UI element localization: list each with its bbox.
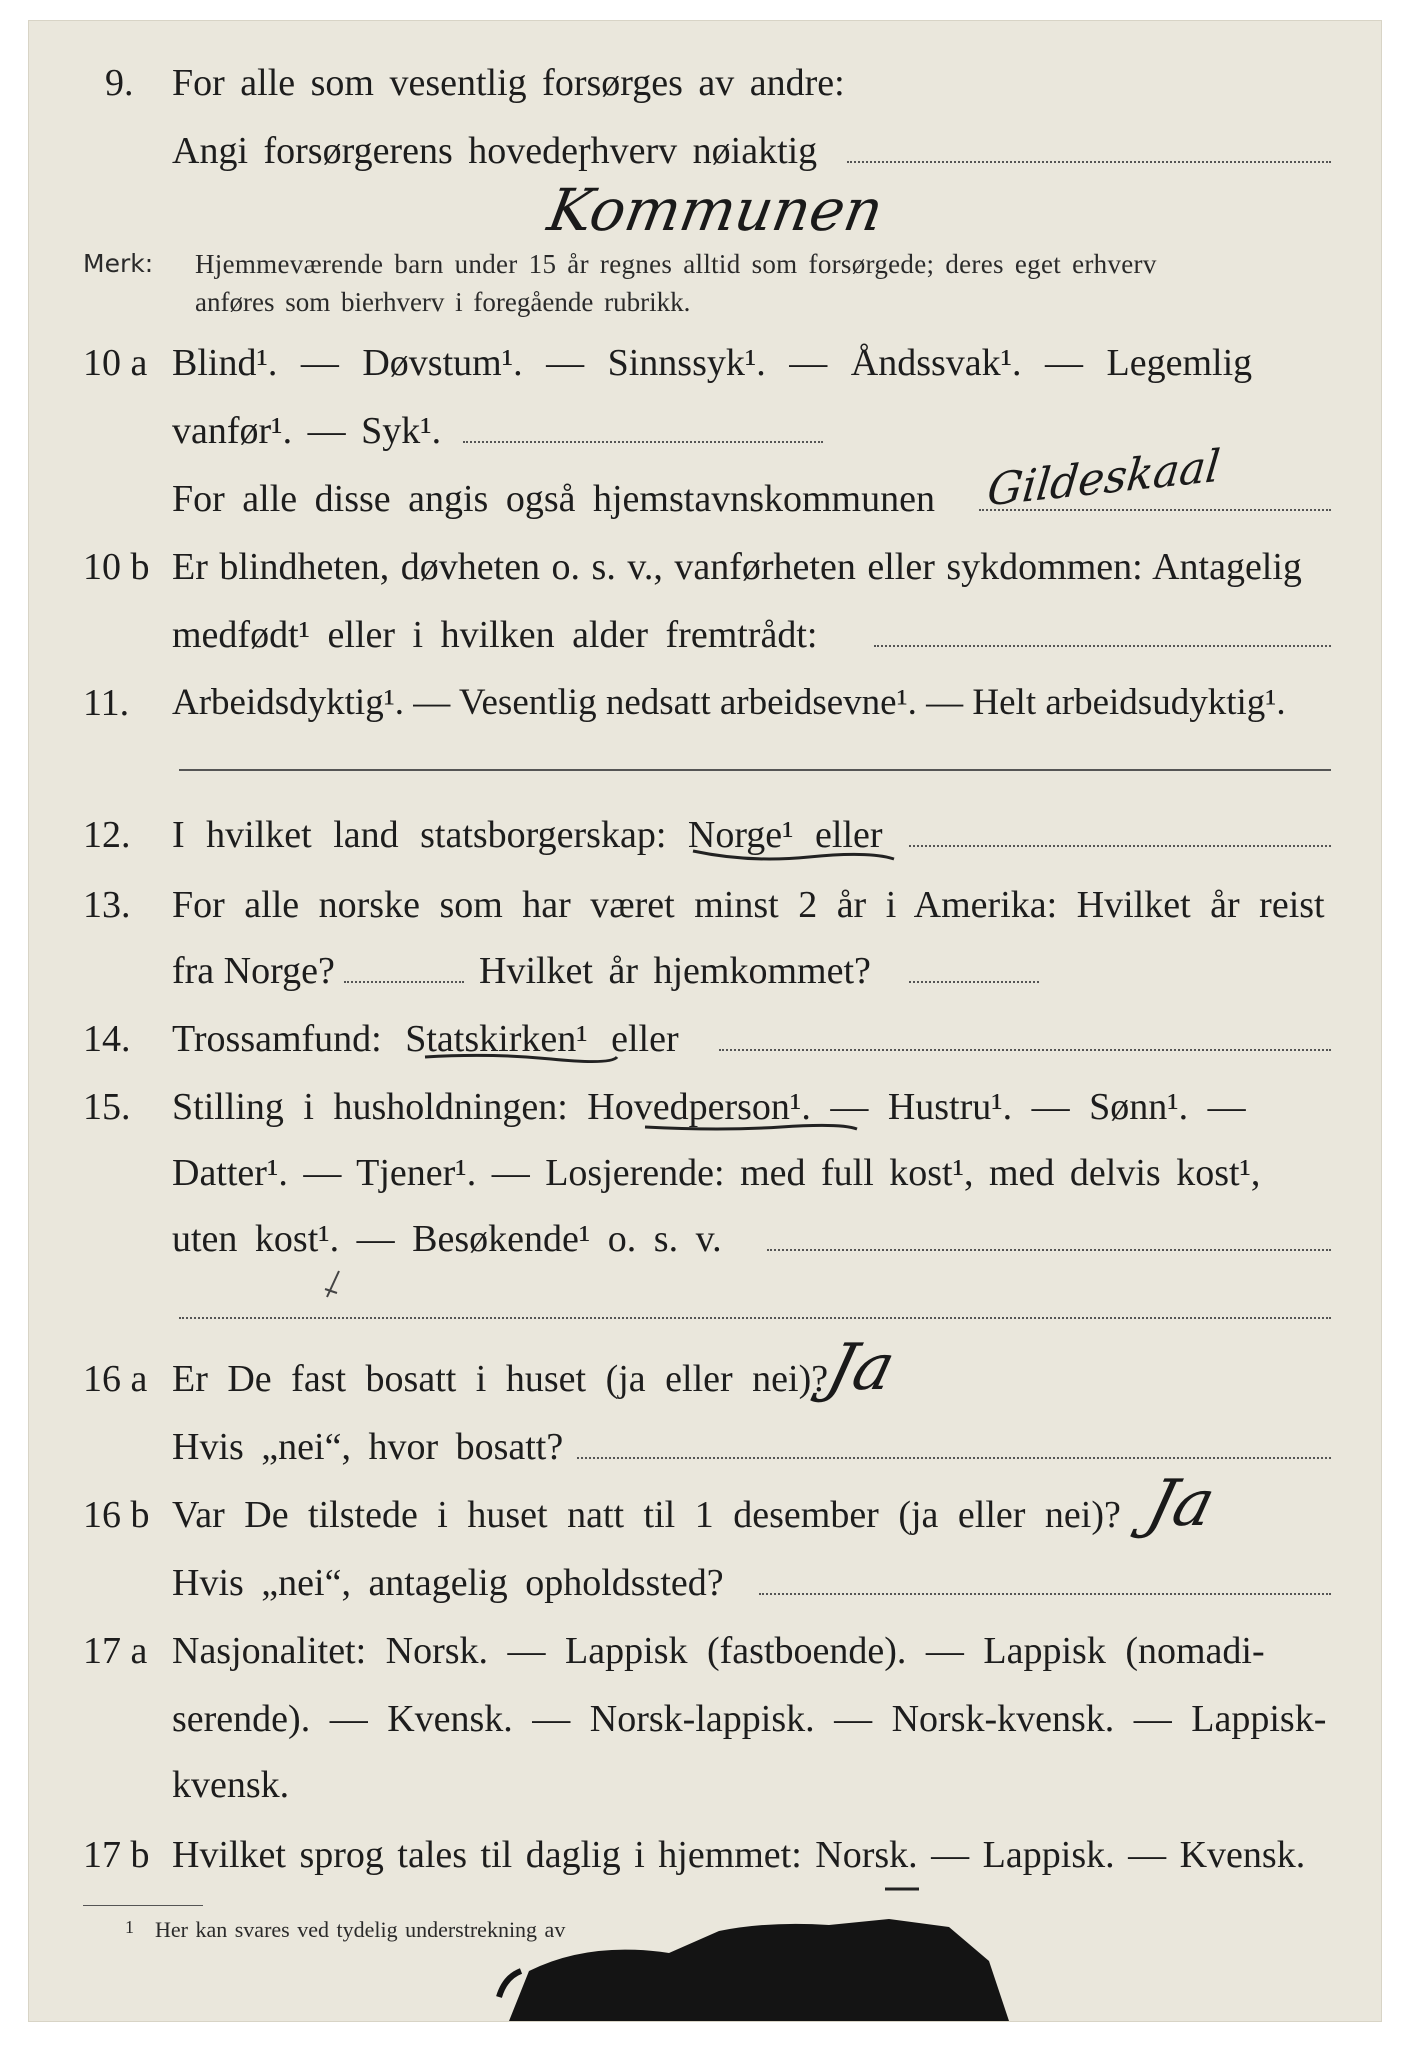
q12-line1: I hvilket land statsborgerskap: Norge¹ eller [172, 814, 883, 856]
q15-line1: Stilling i husholdningen: Hovedperson¹. — Hustru¹. — Sønn¹. — [172, 1086, 1246, 1128]
q16a-line2-dots [577, 1457, 1331, 1459]
q16a-line2: Hvis „nei“, hvor bosatt? [172, 1426, 564, 1468]
q15-answer-line [767, 1249, 1331, 1251]
q14-answer-line [719, 1049, 1331, 1051]
q16a-line1: Er De fast bosatt i huset (ja eller nei)? [172, 1358, 829, 1400]
q13-line2b: Hvilket år hjemkommet? [479, 950, 871, 992]
q9-number: 9. [105, 62, 134, 104]
q15-line3: uten kost¹. — Besøkende¹ o. s. v. [172, 1218, 722, 1260]
q16a-number: 16 a [83, 1358, 148, 1400]
merk-label: Merk: [83, 249, 154, 278]
q15-underline-mark [641, 1119, 861, 1139]
q16a-handwritten-answer: Ja [819, 1331, 903, 1405]
q16b-line2: Hvis „nei“, antagelig opholdssted? [172, 1562, 724, 1604]
census-form-page [28, 20, 1382, 2022]
q10a-line2-dots [463, 441, 823, 443]
q10a-line2: vanfør¹. — Syk¹. [172, 410, 442, 452]
q13-line2b-dots [909, 981, 1039, 983]
q17b-line1: Hvilket sprog tales til daglig i hjemmet: Norsk. — Lappisk. — Kvensk. [172, 1834, 1306, 1876]
q13-line2a: fra Norge? [172, 950, 335, 992]
footnote-rule [83, 1905, 203, 1906]
q9-answer-line [847, 161, 1331, 163]
q13-number: 13. [83, 884, 131, 926]
q12-answer-line [909, 845, 1331, 847]
q10a-line3: For alle disse angis også hjemstavnskommunen [172, 478, 935, 520]
q17b-underline-mark [883, 1883, 923, 1897]
q17a-line2: serende). — Kvensk. — Norsk-lappisk. — Norsk-kvensk. — Lappisk- [172, 1698, 1327, 1740]
q17a-line1: Nasjonalitet: Norsk. — Lappisk (fastboende). — Lappisk (nomadi- [172, 1630, 1265, 1672]
merk-line1: Hjemmeværende barn under 15 år regnes alltid som forsørgede; deres eget erhverv [195, 249, 1157, 279]
q16b-line2-dots [759, 1593, 1331, 1595]
q15-line2: Datter¹. — Tjener¹. — Losjerende: med full kost¹, med delvis kost¹, [172, 1152, 1261, 1194]
q16b-number: 16 b [83, 1494, 150, 1536]
footnote-mark: 1 [125, 1917, 134, 1937]
q11-line1: Arbeidsdyktig¹. — Vesentlig nedsatt arbeidsevne¹. — Helt arbeidsudyktig¹. [172, 682, 1286, 723]
torn-paper-damage [469, 1901, 1029, 2021]
q12-number: 12. [83, 814, 131, 856]
q10b-number: 10 b [83, 546, 150, 588]
merk-line2: anføres som bierhverv i foregående rubrikk. [195, 287, 691, 317]
q16b-handwritten-answer: Ja [1139, 1467, 1223, 1541]
q13-line1: For alle norske som har været minst 2 år i Amerika: Hvilket år reist [172, 884, 1325, 926]
q10a-number: 10 a [83, 342, 148, 384]
q17a-line3: kvensk. [172, 1764, 290, 1806]
q15-extra-line [179, 1317, 1331, 1319]
q17b-number: 17 b [83, 1834, 150, 1876]
q14-underline-mark [421, 1049, 621, 1069]
q14-line1: Trossamfund: Statskirken¹ eller [172, 1018, 679, 1060]
q15-number: 15. [83, 1086, 131, 1128]
q10b-answer-line [874, 645, 1331, 647]
q10a-line1: Blind¹. — Døvstum¹. — Sinnssyk¹. — Åndssvak¹. — Legemlig [172, 342, 1253, 384]
footnote-text: Her kan svares ved tydelig understrekning av [155, 1917, 566, 1942]
q11-number: 11. [83, 682, 130, 724]
q13-line2a-dots [344, 981, 464, 983]
q10a-handwritten-answer: Gildeskaal [984, 440, 1223, 517]
q10b-line1: Er blindheten, døvheten o. s. v., vanførheten eller sykdommen: Antagelig [172, 546, 1302, 588]
q10b-line2: medfødt¹ eller i hvilken alder fremtrådt: [172, 614, 818, 656]
q9-line2: Angi forsørgerens hovedeɼhverv nøiaktig [172, 130, 818, 172]
q11-answer-rule [179, 769, 1331, 771]
q15-ink-mark [319, 1267, 349, 1307]
q12-underline-mark [689, 847, 899, 867]
q17a-number: 17 a [83, 1630, 148, 1672]
q16b-line1: Var De tilstede i huset natt til 1 desember (ja eller nei)? [172, 1494, 1121, 1536]
q9-line1: For alle som vesentlig forsørges av andre: [172, 62, 845, 104]
q14-number: 14. [83, 1018, 131, 1060]
q9-handwritten-answer: Kommunen [543, 176, 889, 244]
